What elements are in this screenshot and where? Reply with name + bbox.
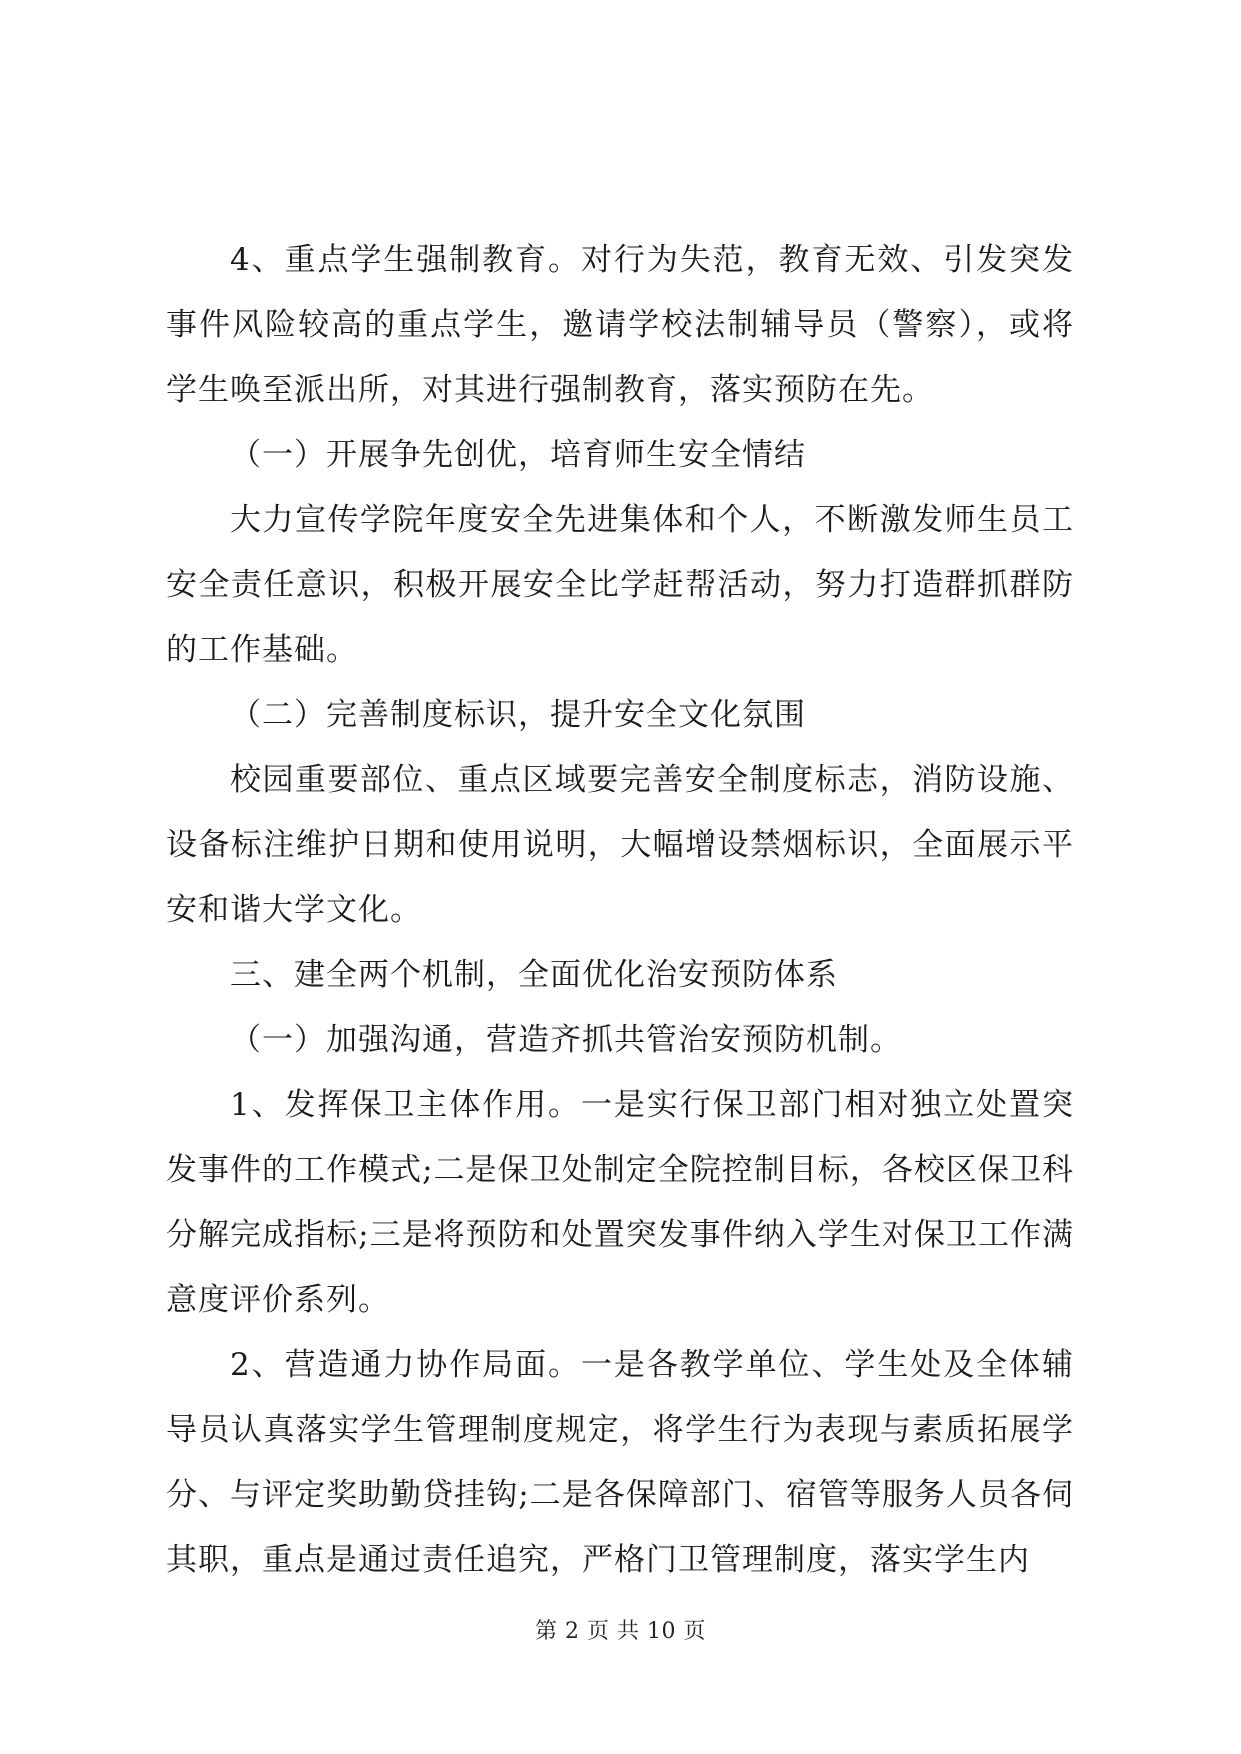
- heading-excellence: （一）开展争先创优，培育师生安全情结: [230, 437, 806, 473]
- paragraph-cooperation: 2、营造通力协作局面。一是各教学单位、学生处及全体辅导员认真落实学生管理制度规定，将学生行为表现与素质拓展学分、与评定奖助勤贷挂钩;二是各保障部门、宿管等服务人员各伺其职，重点是通过责任追究，严格门卫管理制度，落实学生内: [166, 1347, 1074, 1578]
- paragraph-signage: 校园重要部位、重点区域要完善安全制度标志，消防设施、设备标注维护日期和使用说明，大幅增设禁烟标识，全面展示平安和谐大学文化。: [166, 762, 1074, 928]
- heading-communication: （一）加强沟通，营造齐抓共管治安预防机制。: [230, 1022, 902, 1058]
- document-body: [166, 228, 1074, 1593]
- paragraph-key-students: 4、重点学生强制教育。对行为失范，教育无效、引发突发事件风险较高的重点学生，邀请学校法制辅导员（警察），或将学生唤至派出所，对其进行强制教育，落实预防在先。: [166, 242, 1074, 408]
- heading-section-three: 三、建全两个机制，全面优化治安预防体系: [230, 957, 838, 993]
- paragraph-excellence: 大力宣传学院年度安全先进集体和个人，不断激发师生员工安全责任意识，积极开展安全比学赶帮活动，努力打造群抓群防的工作基础。: [166, 502, 1074, 668]
- paragraph-security-role: 1、发挥保卫主体作用。一是实行保卫部门相对独立处置突发事件的工作模式;二是保卫处制定全院控制目标，各校区保卫科分解完成指标;三是将预防和处置突发事件纳入学生对保卫工作满意度评价系列。: [166, 1087, 1074, 1318]
- page-number-footer: 第 2 页 共 10 页: [535, 1619, 706, 1644]
- heading-signage: （二）完善制度标识，提升安全文化氛围: [230, 697, 806, 733]
